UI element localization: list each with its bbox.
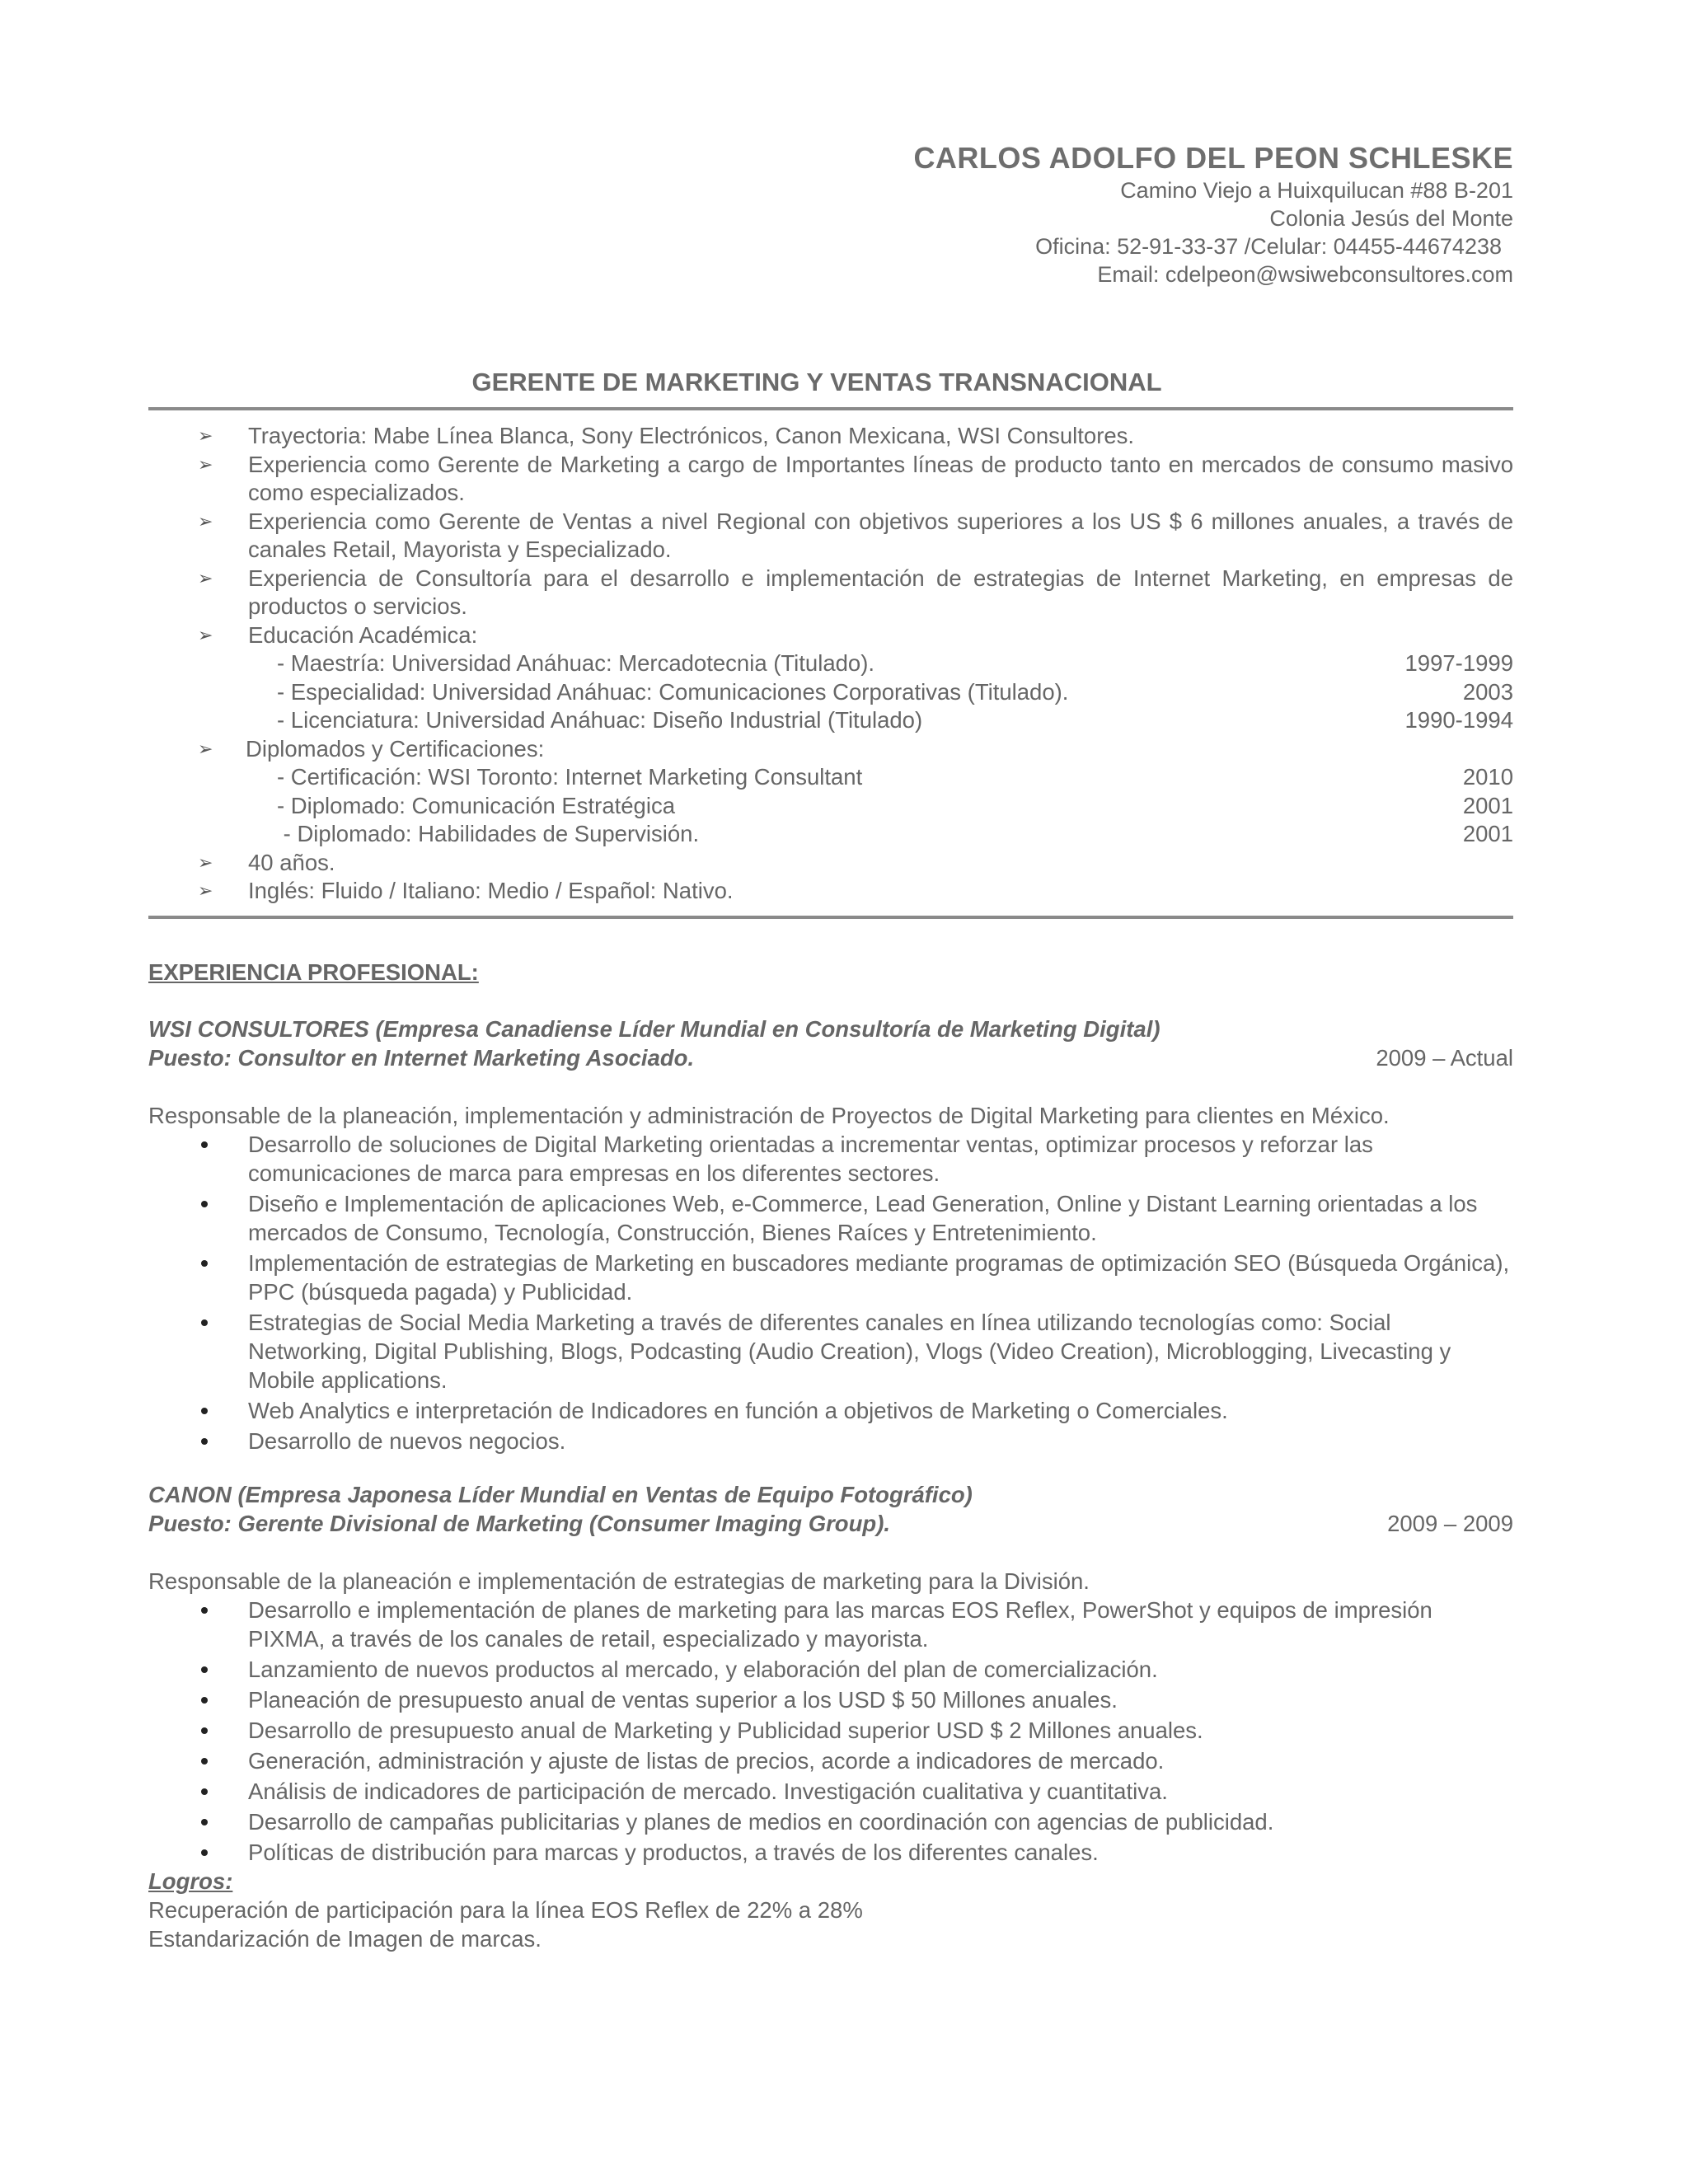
candidate-name: CARLOS ADOLFO DEL PEON SCHLESKE <box>913 141 1513 175</box>
education-row: - Especialidad: Universidad Anáhuac: Comunicaciones Corporativas (Titulado). 2003 <box>277 678 1513 705</box>
role-row <box>148 1043 1513 1072</box>
bullet-dot-icon <box>201 1697 208 1704</box>
job-duties-list <box>148 1130 1513 1455</box>
arrow-bullet-icon: ➢ <box>198 624 213 645</box>
list-item: Desarrollo de presupuesto anual de Marketing y Publicidad superior USD $ 2 Millones anuales. <box>148 1716 1513 1745</box>
summary-list <box>148 422 1513 906</box>
education-heading: ➢ Educación Académica: <box>148 621 1513 650</box>
job-responsibility: Responsable de la planeación e implementación de estrategias de marketing para la División. <box>148 1568 1090 1594</box>
job-role: Puesto: Gerente Divisional de Marketing (Consumer Imaging Group). <box>148 1510 890 1536</box>
phone-line: Oficina: 52-91-33-37 /Celular: 04455-44674238 <box>1035 234 1502 259</box>
professional-headline: GERENTE DE MARKETING Y VENTAS TRANSNACIONAL <box>471 368 1162 396</box>
list-item: Desarrollo de soluciones de Digital Marketing orientadas a incrementar ventas, optimizar procesos y reforzar las comunicaciones de marca para empresas en los diferentes sectores. <box>148 1130 1513 1188</box>
bullet-dot-icon <box>201 1788 208 1795</box>
arrow-bullet-icon: ➢ <box>198 738 213 759</box>
diploma-row: - Diplomado: Comunicación Estratégica 2001 <box>277 792 1513 818</box>
achievements-title: Logros: <box>148 1868 233 1894</box>
bullet-dot-icon <box>201 1727 208 1734</box>
job-duties-list <box>148 1596 1513 1867</box>
summary-item: ➢ Trayectoria: Mabe Línea Blanca, Sony Electrónicos, Canon Mexicana, WSI Consultores. <box>148 422 1513 451</box>
diploma-row: - Diplomado: Habilidades de Supervisión. 2001 <box>277 821 1513 846</box>
list-item: Desarrollo e implementación de planes de marketing para las marcas EOS Reflex, PowerShot y equipos de impresión PIXMA, a través de los canales de retail, especializado y mayorista. <box>148 1596 1513 1653</box>
bullet-dot-icon <box>201 1260 208 1267</box>
bullet-dot-icon <box>201 1819 208 1825</box>
bullet-dot-icon <box>201 1438 208 1445</box>
list-item: Planeación de presupuesto anual de ventas superior a los USD $ 50 Millones anuales. <box>148 1685 1513 1714</box>
diploma-row: - Certificación: WSI Toronto: Internet Marketing Consultant 2010 <box>277 764 1513 790</box>
arrow-bullet-icon: ➢ <box>198 425 213 446</box>
achievement-item: Estandarización de Imagen de marcas. <box>148 1925 542 1952</box>
arrow-bullet-icon: ➢ <box>198 567 213 588</box>
arrow-bullet-icon: ➢ <box>198 880 213 901</box>
summary-item: ➢ Experiencia de Consultoría para el desarrollo e implementación de estrategias de Internet Marketing, en empresas de productos o servicios. <box>198 565 1513 619</box>
divider <box>148 407 1513 410</box>
education-row: - Maestría: Universidad Anáhuac: Mercadotecnia (Titulado). 1997-1999 <box>277 650 1513 676</box>
bullet-dot-icon <box>201 1319 208 1326</box>
address-line-1: Camino Viejo a Huixquilucan #88 B-201 <box>1120 178 1513 203</box>
list-item: Análisis de indicadores de participación de mercado. Investigación cualitativa y cuantitativa. <box>148 1777 1513 1806</box>
company-title: CANON (Empresa Japonesa Líder Mundial en Ventas de Equipo Fotográfico) <box>148 1481 973 1507</box>
bullet-dot-icon <box>201 1607 208 1614</box>
address-line-2: Colonia Jesús del Monte <box>1269 206 1513 231</box>
job-role: Puesto: Consultor en Internet Marketing Asociado. <box>148 1044 695 1071</box>
bullet-dot-icon <box>201 1666 208 1673</box>
list-item: Generación, administración y ajuste de listas de precios, acorde a indicadores de mercado. <box>148 1746 1513 1775</box>
age-item: ➢ 40 años. <box>148 849 1513 878</box>
experience-section-title: EXPERIENCIA PROFESIONAL: <box>148 958 479 985</box>
languages-item: ➢ Inglés: Fluido / Italiano: Medio / Español: Nativo. <box>148 877 1513 906</box>
job-period: 2009 – Actual <box>1376 1044 1513 1071</box>
company-title: WSI CONSULTORES (Empresa Canadiense Líder Mundial en Consultoría de Marketing Digital) <box>148 1015 1160 1042</box>
list-item: Políticas de distribución para marcas y productos, a través de los diferentes canales. <box>148 1838 1513 1867</box>
summary-item: ➢ Experiencia como Gerente de Ventas a nivel Regional con objetivos superiores a los US $ 6 millones anuales, a través de canales Retail, Mayorista y Especializado. <box>198 508 1513 562</box>
bullet-dot-icon <box>201 1408 208 1414</box>
summary-item: ➢ Experiencia como Gerente de Marketing a cargo de Importantes líneas de producto tanto en mercados de consumo masivo como especializados. <box>198 451 1513 505</box>
list-item: Lanzamiento de nuevos productos al mercado, y elaboración del plan de comercialización. <box>148 1655 1513 1684</box>
arrow-bullet-icon: ➢ <box>198 510 213 532</box>
list-item: Desarrollo de campañas publicitarias y planes de medios en coordinación con agencias de publicidad. <box>148 1807 1513 1836</box>
arrow-bullet-icon: ➢ <box>198 453 213 475</box>
list-item: Desarrollo de nuevos negocios. <box>148 1427 1513 1455</box>
arrow-bullet-icon: ➢ <box>198 851 213 873</box>
bullet-dot-icon <box>201 1849 208 1856</box>
list-item: Implementación de estrategias de Marketing en buscadores mediante programas de optimización SEO (Búsqueda Orgánica), PPC (búsqueda pagada) y Publicidad. <box>148 1249 1513 1306</box>
resume-page <box>148 140 1513 1953</box>
bullet-dot-icon <box>201 1201 208 1207</box>
role-row <box>148 1509 1513 1538</box>
bullet-dot-icon <box>201 1141 208 1148</box>
list-item: Diseño e Implementación de aplicaciones Web, e-Commerce, Lead Generation, Online y Distant Learning orientadas a los mercados de Consumo, Tecnología, Construcción, Bienes Raíces y Entretenimiento. <box>148 1189 1513 1247</box>
list-item: Web Analytics e interpretación de Indicadores en función a objetivos de Marketing o Comerciales. <box>148 1396 1513 1425</box>
education-row: - Licenciatura: Universidad Anáhuac: Diseño Industrial (Titulado) 1990-1994 <box>277 707 1513 733</box>
contact-header <box>148 140 1513 288</box>
divider <box>148 916 1513 919</box>
job-responsibility: Responsable de la planeación, implementación y administración de Proyectos de Digital Marketing para clientes en México. <box>148 1102 1390 1128</box>
diplomas-heading: ➢ Diplomados y Certificaciones: <box>148 735 1513 764</box>
email-line: Email: cdelpeon@wsiwebconsultores.com <box>1097 262 1513 287</box>
job-period: 2009 – 2009 <box>1387 1510 1513 1536</box>
list-item: Estrategias de Social Media Marketing a través de diferentes canales en línea utilizando tecnologías como: Social Networking, Digital Publishing, Blogs, Podcasting (Audio Creation), Vlogs (Video Creation), Microblogging, Livecasting y Mobile applications. <box>148 1308 1513 1394</box>
bullet-dot-icon <box>201 1758 208 1765</box>
achievement-item: Recuperación de participación para la línea EOS Reflex de 22% a 28% <box>148 1896 863 1923</box>
